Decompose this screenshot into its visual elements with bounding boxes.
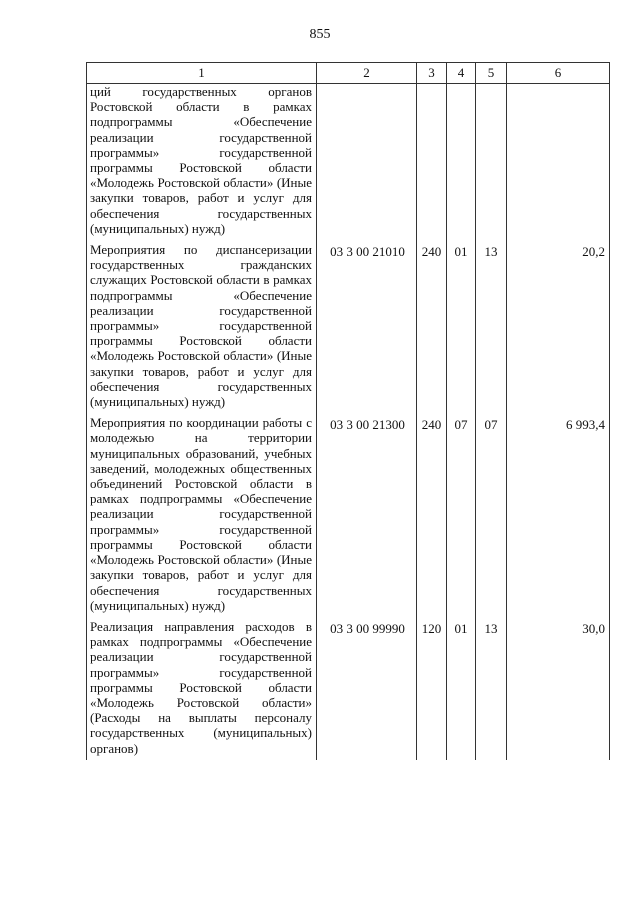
row-target-article: 03 3 00 21300 (317, 413, 417, 617)
row-subsection: 07 (476, 413, 507, 617)
row-expense-type: 240 (417, 413, 447, 617)
row-amount: 6 993,4 (507, 413, 610, 617)
row-description: Реализация направления расходов в рамках подпрограммы «Обеспечение реализации государственной программы» государственной программы Ростовской области «Молодежь Ростовской области» (Расходы на выплаты персоналу государственных (муниципальных) органов) (87, 617, 317, 760)
column-header: 6 (507, 63, 610, 84)
row-expense-type: 120 (417, 617, 447, 760)
row-amount: 20,2 (507, 240, 610, 413)
row-target-article: 03 3 00 21010 (317, 240, 417, 413)
row-description: ций государственных органов Ростовской области в рамках подпрограммы «Обеспечение реализации государственной программы» государственной программы Ростовской области «Молодежь Ростовской области» (Иные закупки товаров, работ и услуг для обеспечения государственных (муниципальных) нужд) (87, 84, 317, 241)
row-subsection: 13 (476, 617, 507, 760)
table-row (87, 617, 610, 760)
page-number: 855 (309, 27, 331, 42)
row-section: 01 (447, 240, 476, 413)
column-header: 3 (417, 63, 447, 84)
column-header: 2 (317, 63, 417, 84)
row-expense-type (417, 84, 447, 241)
row-subsection (476, 84, 507, 241)
row-target-article (317, 84, 417, 241)
table-row (87, 240, 610, 413)
row-description: Мероприятия по координации работы с молодежью на территории муниципальных образований, учебных заведений, молодежных общественных объединений Ростовской области в рамках подпрограммы «Обеспечение реализации государственной программы» государственной программы Ростовской области «Молодежь Ростовской области» (Иные закупки товаров, работ и услуг для обеспечения государственных (муниципальных) нужд) (87, 413, 317, 617)
row-target-article: 03 3 00 99990 (317, 617, 417, 760)
table-row (87, 84, 610, 241)
row-amount: 30,0 (507, 617, 610, 760)
row-section: 07 (447, 413, 476, 617)
row-description: Мероприятия по диспансеризации государственных гражданских служащих Ростовской области в рамках подпрограммы «Обеспечение реализации государственной программы» государственной программы Ростовской области «Молодежь Ростовской области» (Иные закупки товаров, работ и услуг для обеспечения государственных (муниципальных) нужд) (87, 240, 317, 413)
row-amount (507, 84, 610, 241)
row-subsection: 13 (476, 240, 507, 413)
budget-table (86, 62, 610, 760)
table-row (87, 413, 610, 617)
row-section: 01 (447, 617, 476, 760)
column-header: 5 (476, 63, 507, 84)
row-expense-type: 240 (417, 240, 447, 413)
row-section (447, 84, 476, 241)
column-header: 1 (87, 63, 317, 84)
table-header-row (87, 63, 610, 84)
column-header: 4 (447, 63, 476, 84)
